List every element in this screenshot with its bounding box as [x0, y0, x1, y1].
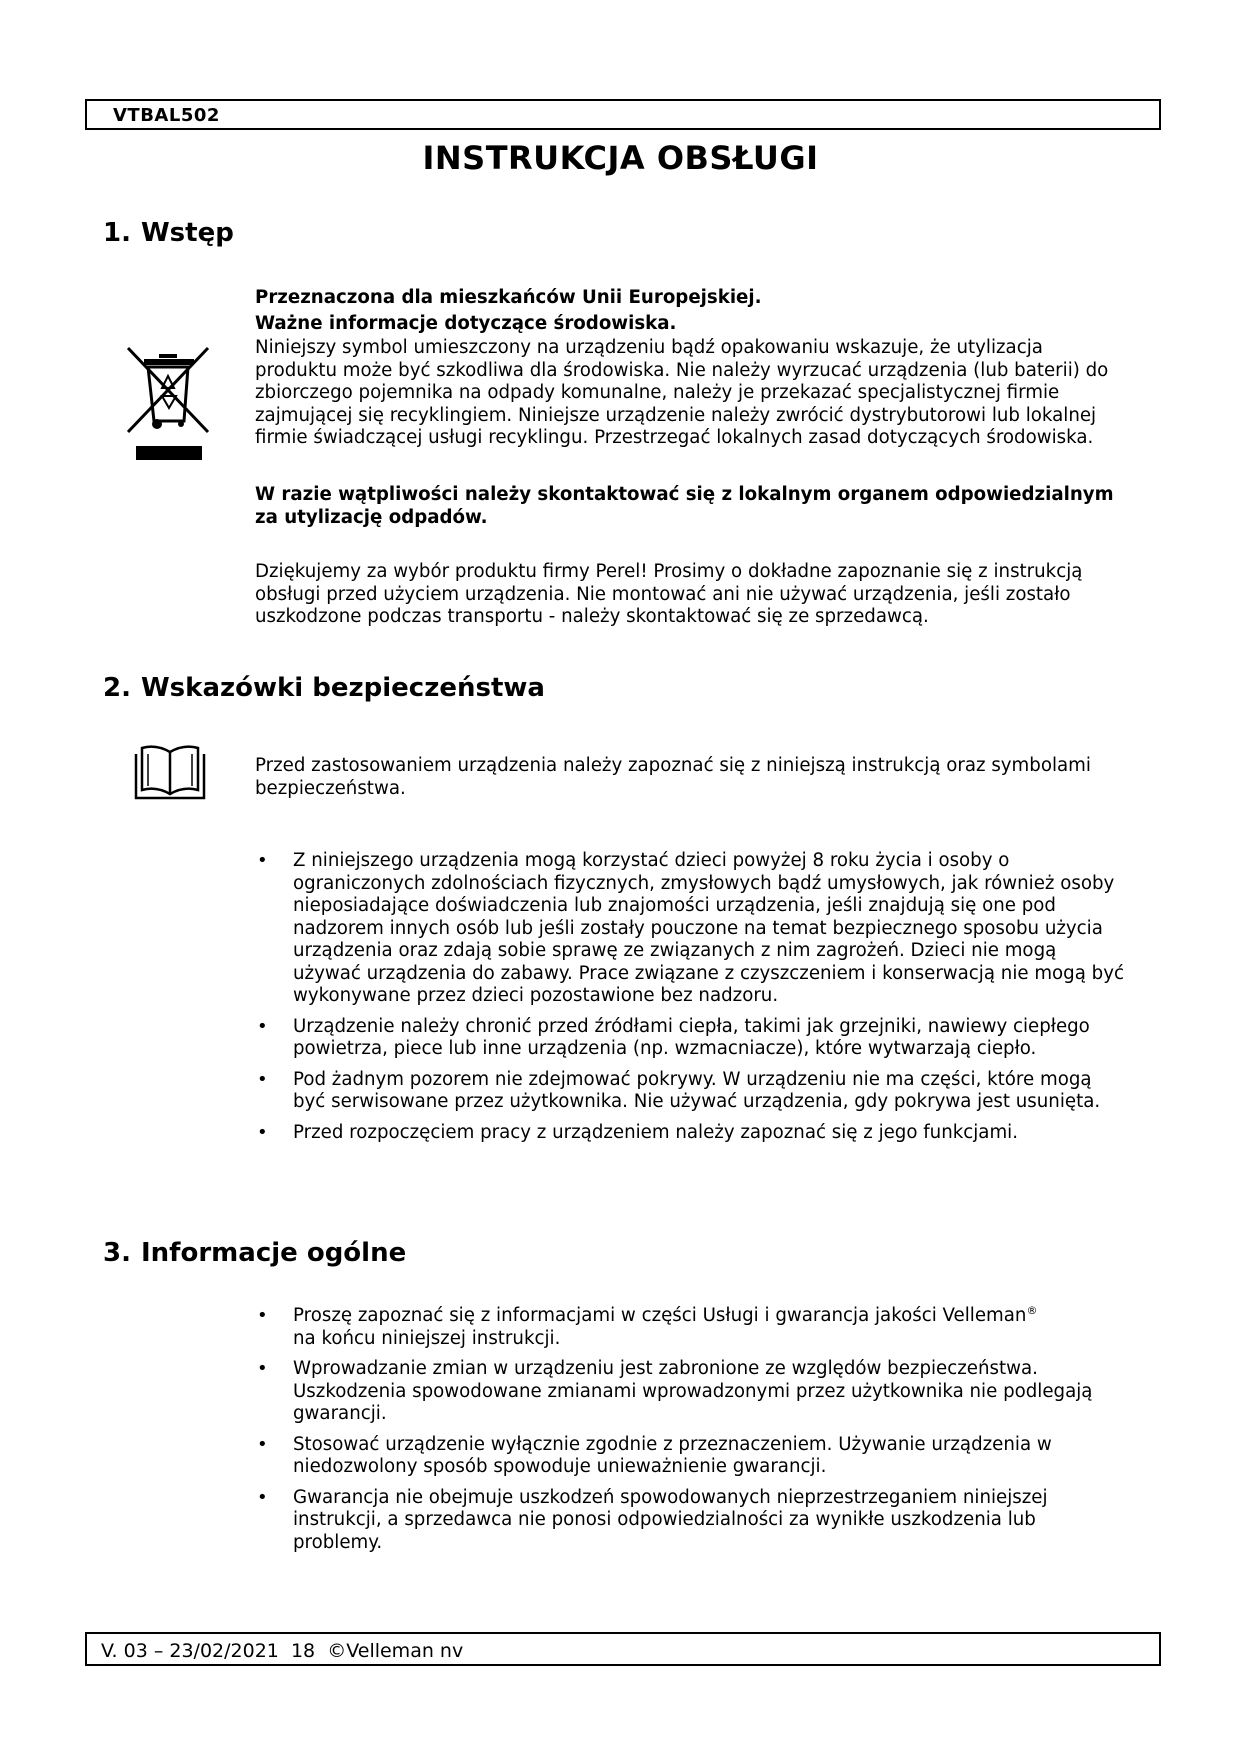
footer-box — [85, 1632, 1161, 1666]
section-number: 3. — [103, 1238, 131, 1268]
section-title: Wskazówki bezpieczeństwa — [141, 673, 545, 703]
crossed-out-wheelie-bin-icon — [126, 346, 210, 466]
list-item: • Stosować urządzenie wyłącznie zgodnie z przeznaczeniem. Używanie urządzenia w niedozwolony sposób spowoduje unieważnienie gwarancji. — [257, 1433, 1052, 1477]
section-1-heading — [103, 218, 234, 248]
section-2-heading — [103, 673, 545, 703]
header-box — [85, 99, 1161, 130]
page-title: INSTRUKCJA OBSŁUGI — [422, 139, 819, 177]
section-title: Wstęp — [141, 218, 234, 248]
list-item: • Gwarancja nie obejmuje uszkodzeń spowodowanych nieprzestrzeganiem niniejszej instrukcji, a sprzedawca nie ponosi odpowiedzialności za wynikłe uszkodzenia lub problemy. — [257, 1486, 1048, 1553]
bullet-icon: • — [257, 1486, 268, 1508]
bullet-icon: • — [257, 1305, 268, 1326]
eu-residents-line: Przeznaczona dla mieszkańców Unii Europejskiej. — [255, 287, 762, 308]
section-3-heading — [103, 1238, 406, 1268]
list-item: • Pod żadnym pozorem nie zdejmować pokrywy. W urządzeniu nie ma części, które mogą być serwisowane przez użytkownika. Nie używać urządzenia, gdy pokrywa jest usunięta. — [257, 1068, 1101, 1112]
general-info-bullet-list — [255, 1305, 1125, 1562]
bullet-icon: • — [257, 1015, 268, 1037]
bullet-icon: • — [257, 1068, 268, 1090]
environment-info-heading: Ważne informacje dotyczące środowiska. — [255, 313, 677, 334]
footer-text: V. 03 – 23/02/2021 18 ©Velleman nv — [101, 1640, 464, 1662]
list-item: • Wprowadzanie zmian w urządzeniu jest zabronione ze względów bezpieczeństwa. Uszkodzenia spowodowane zmianami wprowadzonymi przez użytkownika nie podlegają gwarancji. — [257, 1358, 1093, 1424]
section-title: Informacje ogólne — [141, 1238, 407, 1268]
model-number: VTBAL502 — [113, 105, 220, 126]
bullet-icon: • — [257, 1121, 268, 1143]
bullet-icon: • — [257, 1358, 268, 1379]
open-book-icon — [132, 742, 208, 802]
section-number: 1. — [103, 218, 131, 248]
list-item: • Proszę zapoznać się z informacjami w części Usługi i gwarancja jakości Velleman® na końcu niniejszej instrukcji. — [257, 1303, 1038, 1349]
bullet-icon: • — [257, 1433, 268, 1455]
registered-mark: ® — [1026, 1303, 1038, 1317]
list-item: • Z niniejszego urządzenia mogą korzystać dzieci powyżej 8 roku życia i osoby o ograniczonych zdolnościach fizycznych, zmysłowych bądź umysłowych, jak również osoby nieposiadające doświadczenia lub znajomości urządzenia, jeśli znajdują się one pod nadzorem innych osób lub jeśli zostały pouczone na temat bezpiecznego sposobu użycia urządzenia oraz zdają sobie sprawę ze związanych z nim zagrożeń. Dzieci nie mogą używać urządzenia do zabawy. Prace związane z czyszczeniem i konserwacją nie mogą być wykonywane przez dzieci pozostawione bez nadzoru. — [257, 850, 1124, 1006]
list-item: • Przed rozpoczęciem pracy z urządzeniem należy zapoznać się z jego funkcjami. — [257, 1121, 1019, 1143]
safety-bullet-list — [255, 850, 1125, 1152]
contact-authority-warning: W razie wątpliwości należy skontaktować się z lokalnym organem odpowiedzialnym za utylizację odpadów. — [255, 484, 1114, 528]
bullet-icon: • — [257, 850, 268, 871]
environment-info-body: Niniejszy symbol umieszczony na urządzeniu bądź opakowaniu wskazuje, że utylizacja produktu może być szkodliwa dla środowiska. Nie należy wyrzucać urządzenia (lub baterii) do zbiorczego pojemnika na odpady komunalne, należy je przekazać specjalistycznej firmie zajmującej się recyklingiem. Niniejsze urządzenie należy zwrócić dystrybutorowi lub lokalnej firmie świadczącej usługi recyklingu. Przestrzegać lokalnych zasad dotyczących środowiska. — [255, 337, 1109, 448]
section-number: 2. — [103, 673, 131, 703]
thank-you-paragraph: Dziękujemy za wybór produktu firmy Perel! Prosimy o dokładne zapoznanie się z instrukcją obsługi przed użyciem urządzenia. Nie montować ani nie używać urządzenia, jeśli zostało uszkodzone podczas transportu - należy skontaktować się ze sprzedawcą. — [255, 561, 1083, 627]
list-item: • Urządzenie należy chronić przed źródłami ciepła, takimi jak grzejniki, nawiewy ciepłego powietrza, piece lub inne urządzenia (np. wzmacniacze), które wytwarzają ciepło. — [257, 1015, 1090, 1059]
safety-intro: Przed zastosowaniem urządzenia należy zapoznać się z niniejszą instrukcją oraz symbolami bezpieczeństwa. — [255, 755, 1091, 799]
